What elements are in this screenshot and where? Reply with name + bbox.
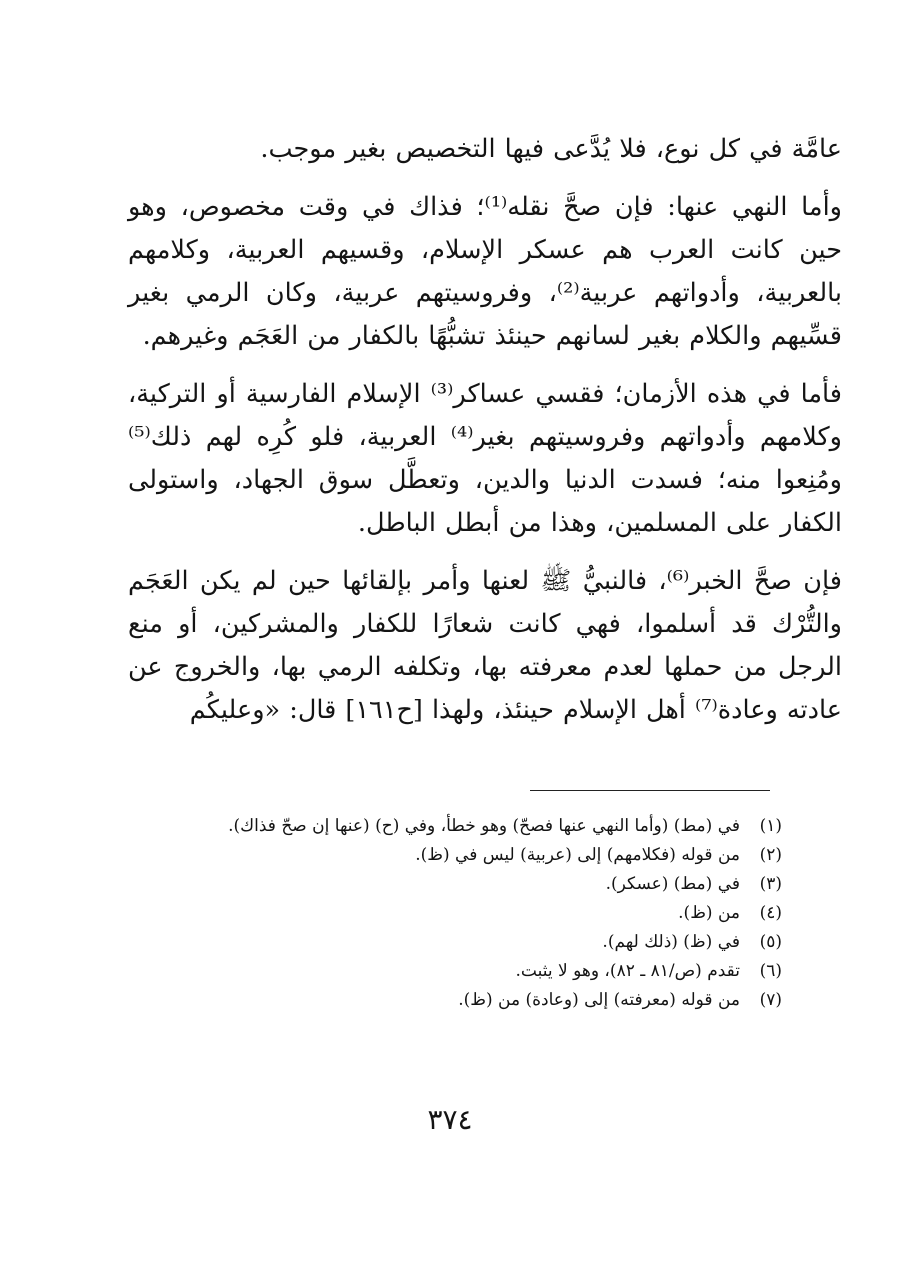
footnote-text: في (مط) (عسكر).	[605, 874, 740, 894]
footnote-number: (٥)	[759, 932, 782, 952]
footnote-7	[128, 986, 782, 1015]
footnote-separator	[530, 790, 770, 791]
main-text	[128, 128, 842, 732]
footnote-number: (٧)	[759, 990, 782, 1010]
footnote-1	[128, 812, 782, 841]
footnote-number: (١)	[759, 816, 782, 836]
page-number: ٣٧٤	[427, 1103, 473, 1136]
footnote-text: في (ظ) (ذلك لهم).	[602, 932, 740, 952]
paragraph-2: وأما النهي عنها: فإن صحَّ نقله⁽¹⁾؛ فذاك في وقت مخصوص، وهو حين كانت العرب هم عسكر الإسلام، وقسيهم العربية، وكلامهم بالعربية، وأدواتهم عربية⁽²⁾، وفروسيتهم عربية، وكان الرمي بغير قسِّيهم والكلام بغير لسانهم حينئذ تشبُّهًا بالكفار من العَجَم وغيرهم.	[128, 192, 842, 351]
paragraph-1: عامَّة في كل نوع، فلا يُدَّعى فيها التخصيص بغير موجب.	[260, 134, 842, 164]
footnote-3	[128, 870, 782, 899]
paragraph-4: فإن صحَّ الخبر⁽⁶⁾، فالنبيُّ ﷺ لعنها وأمر بإلقائها حين لم يكن العَجَم والتُّرْك قد أسلموا، فهي كانت شعارًا للكفار والمشركين، أو منع الرجل من حملها لعدم معرفته بها، وتكلفه الرمي بها، والخروج عن عادته وعادة⁽⁷⁾ أهل الإسلام حينئذ، ولهذا [ح١٦١] قال: «وعليكُم	[128, 566, 842, 725]
footnote-2	[128, 841, 782, 870]
footnotes	[128, 812, 782, 1015]
footnote-text: من قوله (فكلامهم) إلى (عربية) ليس في (ظ).	[415, 845, 740, 865]
footnote-number: (٣)	[759, 874, 782, 894]
footnote-text: في (مط) (وأما النهي عنها فصحّ) وهو خطأ، وفي (ح) (عنها إن صحّ فذاك).	[228, 816, 740, 836]
footnote-6	[128, 957, 782, 986]
footnote-4	[128, 899, 782, 928]
footnote-number: (٢)	[759, 845, 782, 865]
footnote-number: (٤)	[759, 903, 782, 923]
footnote-5	[128, 928, 782, 957]
footnote-text: من قوله (معرفته) إلى (وعادة) من (ظ).	[458, 990, 740, 1010]
footnote-number: (٦)	[759, 961, 782, 981]
paragraph-3: فأما في هذه الأزمان؛ فقسي عساكر⁽³⁾ الإسلام الفارسية أو التركية، وكلامهم وأدواتهم وفروسيتهم بغير⁽⁴⁾ العربية، فلو كُرِه لهم ذلك⁽⁵⁾ ومُنِعوا منه؛ فسدت الدنيا والدين، وتعطَّل سوق الجهاد، واستولى الكفار على المسلمين، وهذا من أبطل الباطل.	[128, 379, 842, 538]
footnote-text: من (ظ).	[678, 903, 740, 923]
footnote-text: تقدم (ص/٨١ ـ ٨٢)، وهو لا يثبت.	[515, 961, 740, 981]
